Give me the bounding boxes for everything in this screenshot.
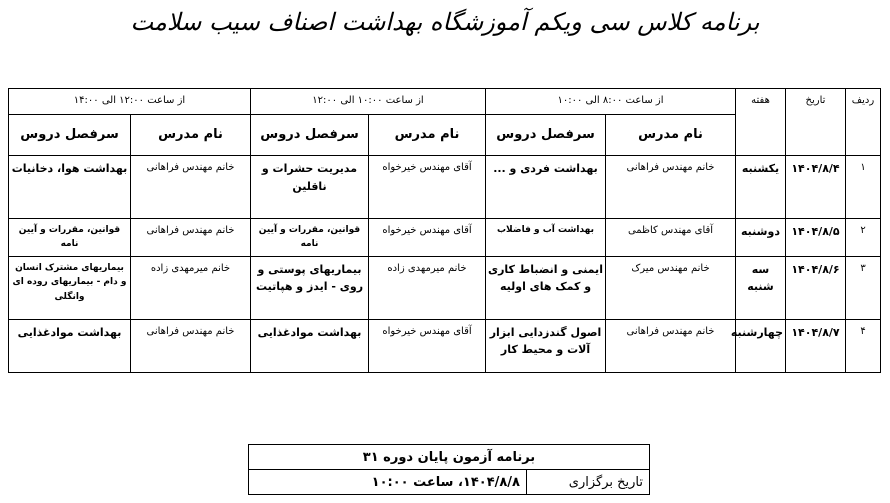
topic-cell: بهداشت آب و فاضلاب	[486, 219, 606, 257]
exam-table	[248, 444, 650, 495]
row-number: ۱	[846, 156, 881, 219]
exam-date-value: ۱۴۰۴/۸/۸، ساعت ۱۰:۰۰	[249, 470, 527, 495]
day-cell: دوشنبه	[736, 219, 786, 257]
teacher-cell: خانم میرمهدی زاده	[369, 256, 486, 319]
teacher-cell: خانم مهندس فراهانی	[131, 219, 251, 257]
day-cell: یکشنبه	[736, 156, 786, 219]
topic-cell: بهداشت موادغذایی	[9, 319, 131, 372]
topic-cell: اصول گندزدایی ابزار آلات و محیط کار	[486, 319, 606, 372]
page-title: برنامه کلاس سی ویکم آموزشگاه بهداشت اصناف سیب سلامت	[130, 8, 760, 36]
header-week: هفته	[736, 89, 786, 156]
teacher-cell: خانم مهندس فراهانی	[606, 156, 736, 219]
exam-date-label: تاریخ برگزاری	[527, 470, 650, 495]
header-topic: سرفصل دروس	[9, 115, 131, 156]
header-slot-2: از ساعت ۱۰:۰۰ الی ۱۲:۰۰	[251, 89, 486, 115]
table-row	[9, 319, 881, 372]
teacher-cell: خانم مهندس میرک	[606, 256, 736, 319]
topic-cell: بهداشت موادغذایی	[251, 319, 369, 372]
date-cell: ۱۴۰۴/۸/۷	[786, 319, 846, 372]
topic-cell: قوانین، مقررات و آیین نامه	[9, 219, 131, 257]
teacher-cell: خانم مهندس فراهانی	[606, 319, 736, 372]
topic-cell: بیماریهای پوستی و روی - ایدز و هپاتیت	[251, 256, 369, 319]
teacher-cell: آقای مهندس خیرخواه	[369, 319, 486, 372]
topic-cell: مدیریت حشرات و ناقلین	[251, 156, 369, 219]
teacher-cell: خانم میرمهدی زاده	[131, 256, 251, 319]
header-topic: سرفصل دروس	[486, 115, 606, 156]
date-cell: ۱۴۰۴/۸/۶	[786, 256, 846, 319]
header-slot-1: از ساعت ۸:۰۰ الی ۱۰:۰۰	[486, 89, 736, 115]
row-number: ۴	[846, 319, 881, 372]
teacher-cell: آقای مهندس خیرخواه	[369, 219, 486, 257]
schedule-table	[8, 88, 881, 373]
header-teacher: نام مدرس	[131, 115, 251, 156]
header-slot-3: از ساعت ۱۲:۰۰ الی ۱۴:۰۰	[9, 89, 251, 115]
table-row	[9, 256, 881, 319]
topic-cell: قوانین، مقررات و آیین نامه	[251, 219, 369, 257]
topic-cell: ایمنی و انضباط کاری و کمک های اولیه	[486, 256, 606, 319]
header-teacher: نام مدرس	[606, 115, 736, 156]
day-cell: سه شنبه	[736, 256, 786, 319]
row-number: ۳	[846, 256, 881, 319]
topic-cell: بهداشت فردی و ...	[486, 156, 606, 219]
teacher-cell: آقای مهندس کاظمی	[606, 219, 736, 257]
table-row	[9, 219, 881, 257]
teacher-cell: خانم مهندس فراهانی	[131, 319, 251, 372]
header-date: تاریخ	[786, 89, 846, 156]
topic-cell: بیماریهای مشترک انسان و دام - بیماریهای روده ای وانگلی	[9, 256, 131, 319]
teacher-cell: آقای مهندس خیرخواه	[369, 156, 486, 219]
day-cell: چهارشنبه	[736, 319, 786, 372]
date-cell: ۱۴۰۴/۸/۴	[786, 156, 846, 219]
topic-cell: بهداشت هوا، دخانیات	[9, 156, 131, 219]
table-row	[9, 156, 881, 219]
header-row-number: ردیف	[846, 89, 881, 156]
exam-title: برنامه آزمون پایان دوره ۳۱	[249, 445, 650, 470]
row-number: ۲	[846, 219, 881, 257]
date-cell: ۱۴۰۴/۸/۵	[786, 219, 846, 257]
teacher-cell: خانم مهندس فراهانی	[131, 156, 251, 219]
header-topic: سرفصل دروس	[251, 115, 369, 156]
header-teacher: نام مدرس	[369, 115, 486, 156]
